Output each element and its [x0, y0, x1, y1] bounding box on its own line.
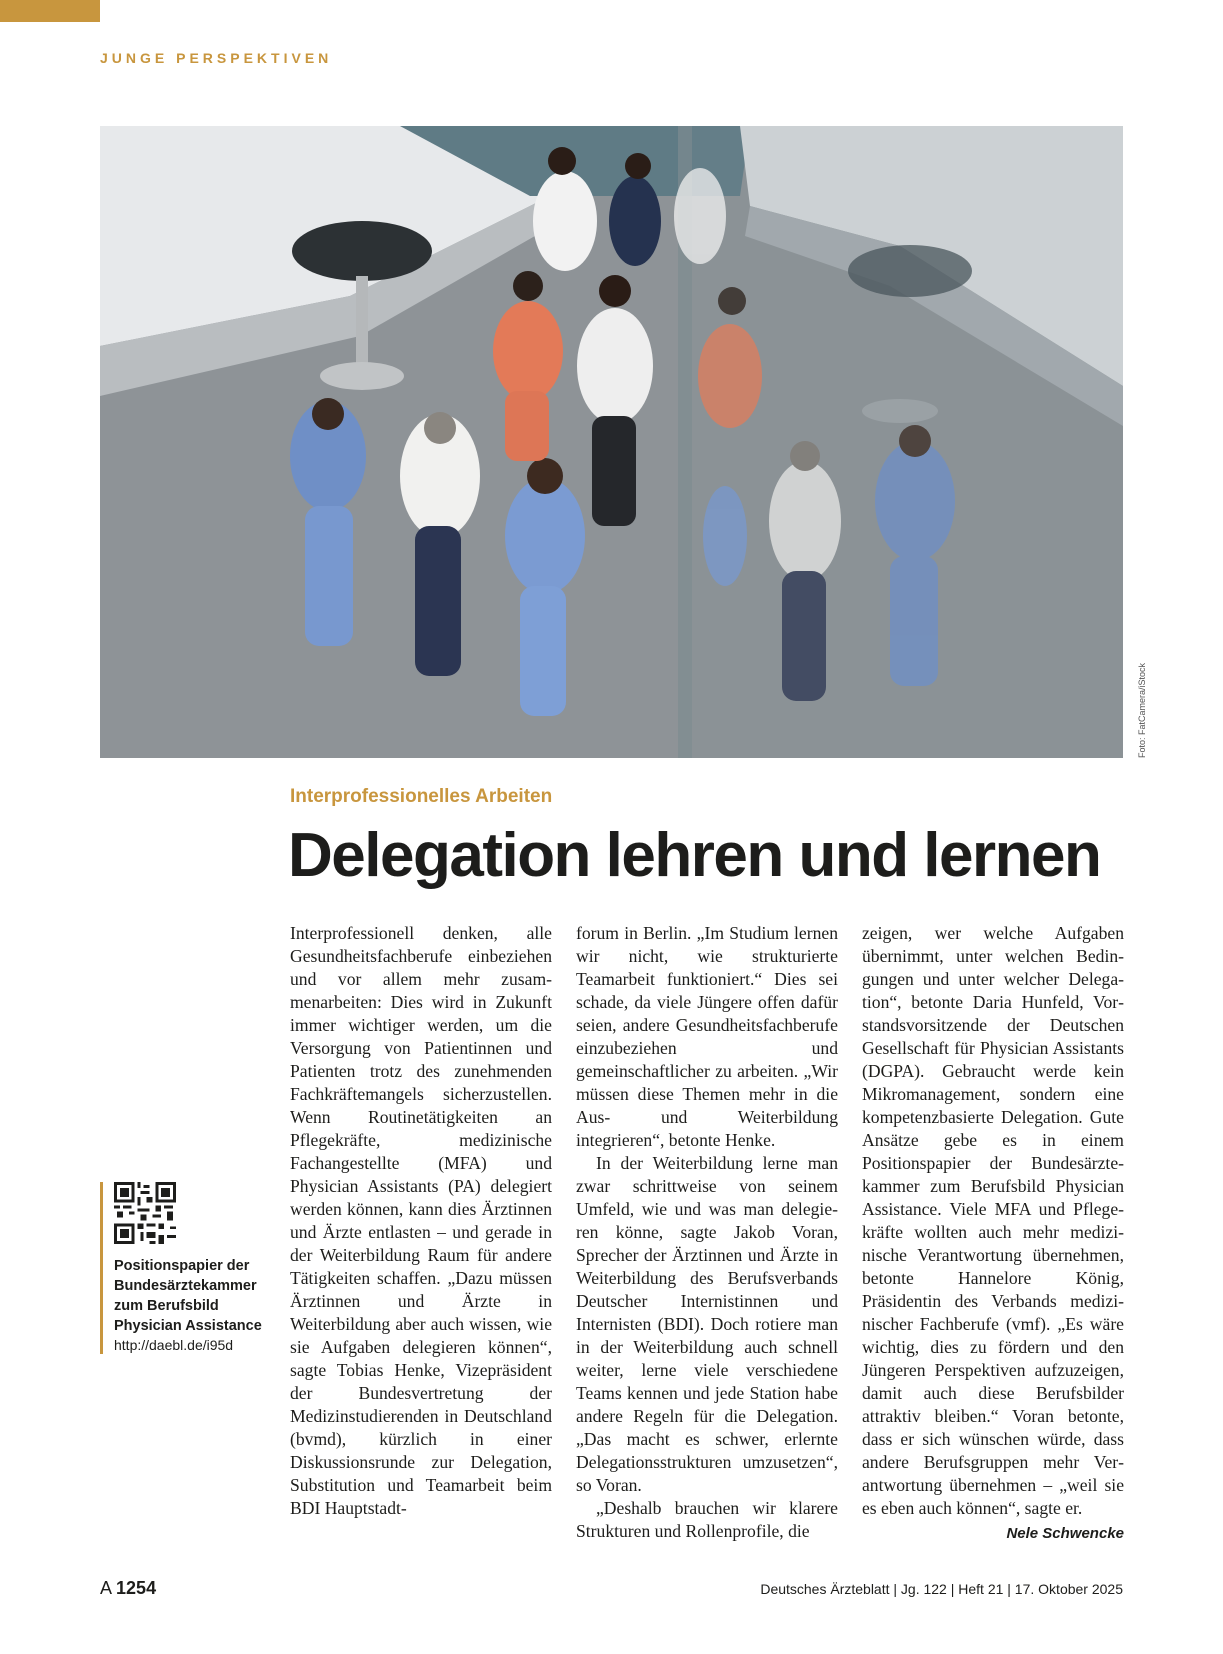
paragraph: „Deshalb brauchen wir klarere Strukturen und Rollenprofile, die	[576, 1498, 838, 1541]
reference-title: Positionspapier der Bundesärztekammer zum Berufsbild Physician Assistance	[114, 1258, 262, 1334]
article-column-1	[290, 922, 552, 1520]
accent-bar	[0, 0, 100, 22]
article-kicker: Interprofessionelles Arbeiten	[290, 786, 553, 807]
article-headline: Delegation lehren und lernen	[288, 821, 1101, 890]
article-column-2	[576, 922, 838, 1543]
page-number-value: 1254	[116, 1578, 157, 1598]
paragraph: zeigen, wer welche Aufgaben übernimmt, unter welchen Bedingungen und unter welcher Delegation“, betonte Daria Hunfeld, Vorstandsvorsitzende der Deutschen Gesellschaft für Physician Assistants (DGPA). Gebraucht werde kein Mikromanagement, sondern eine kompetenzbasierte Delegation. Gute Ansätze gebe es in einem Positionspapier der Bundesärztekammer zum Berufsbild Physician Assistance. Viele MFA und Pflegekräfte wollten auch mehr medizinische Verantwortung übernehmen, betonte Hannelore König, Präsidentin des Verbands medizinischer Fachberufe (vmf). „Es wäre wichtig, dies zu fördern und den Jüngeren Perspektiven aufzuzeigen, damit auch diese Berufsbilder attraktiv bleiben.“ Voran betonte, dass er sich wünschen würde, dass andere Berufsgruppen mehr Verantwortung übernehmen – „weil sie es eben auch können“, sagte er.	[862, 923, 1124, 1518]
article-photo	[100, 126, 1123, 758]
reference-link[interactable]: http://daebl.de/i95d	[114, 1337, 234, 1353]
article-column-3	[862, 922, 1124, 1545]
photo-credit: Foto: FatCamera/iStock	[1137, 662, 1147, 758]
paragraph: forum in Berlin. „Im Studium lernen wir nicht, wie strukturierte Teamarbeit funktioniert.“ Dies sei schade, da viele Jüngere offen dafür seien, andere Gesundheitsfachberufe einzubeziehen und gemeinschaftlicher zu arbeiten. „Wir müssen diese Themen mehr in die Aus- und Weiterbildung integrieren“, betonte Henke.	[576, 923, 838, 1150]
paragraph: Interprofessionell denken, alle Gesundheitsfachberufe einbeziehen und vor allem mehr zusammenarbeiten: Dies wird in Zukunft immer wichtiger werden, um die Versorgung von Patientinnen und Patienten trotz des zunehmenden Fachkräftemangels sicherzustellen. Wenn Routinetätigkeiten an Pflegekräfte, medizinische Fachangestellte (MFA) und Physician Assistants (PA) delegiert werden können, kann dies Ärztinnen und Ärzte entlasten – und gerade in der Weiterbildung Raum für andere Tätigkeiten schaffen. „Dazu müssen Ärztinnen und Ärzte in Weiterbildung aber auch wissen, wie sie Aufgaben delegieren können“, sagte Tobias Henke, Vizepräsident der Bundesvertretung der Medizinstudierenden in Deutschland (bvmd), kürzlich in einer Diskussionsrunde zur Delegation, Substitution und Teamarbeit beim BDI Hauptstadt-	[290, 923, 552, 1518]
paragraph: In der Weiterbildung lerne man zwar schrittweise von seinem Umfeld, wie und was man delegieren könne, sagte Jakob Voran, Sprecher der Ärztinnen und Ärzte in Weiterbildung des Berufsverbands Deutscher Internistinnen und Internisten (BDI). Doch rotiere man in der Weiterbildung auch schnell weiter, lerne viele verschiedene Teams kennen und jede Station habe andere Regeln für die Delegation. „Das macht es schwer, erlernte Delegationsstrukturen umzusetzen“, so Voran.	[576, 1153, 838, 1495]
reference-box	[100, 1182, 274, 1354]
publication-info: Deutsches Ärzteblatt | Jg. 122 | Heft 21 | 17. Oktober 2025	[760, 1581, 1123, 1597]
qr-code-icon[interactable]	[114, 1182, 176, 1244]
author-name: Nele Schwencke	[1006, 1525, 1124, 1542]
page-number	[100, 1578, 156, 1599]
section-label: JUNGE PERSPEKTIVEN	[100, 50, 333, 66]
page-prefix: A	[100, 1578, 112, 1598]
